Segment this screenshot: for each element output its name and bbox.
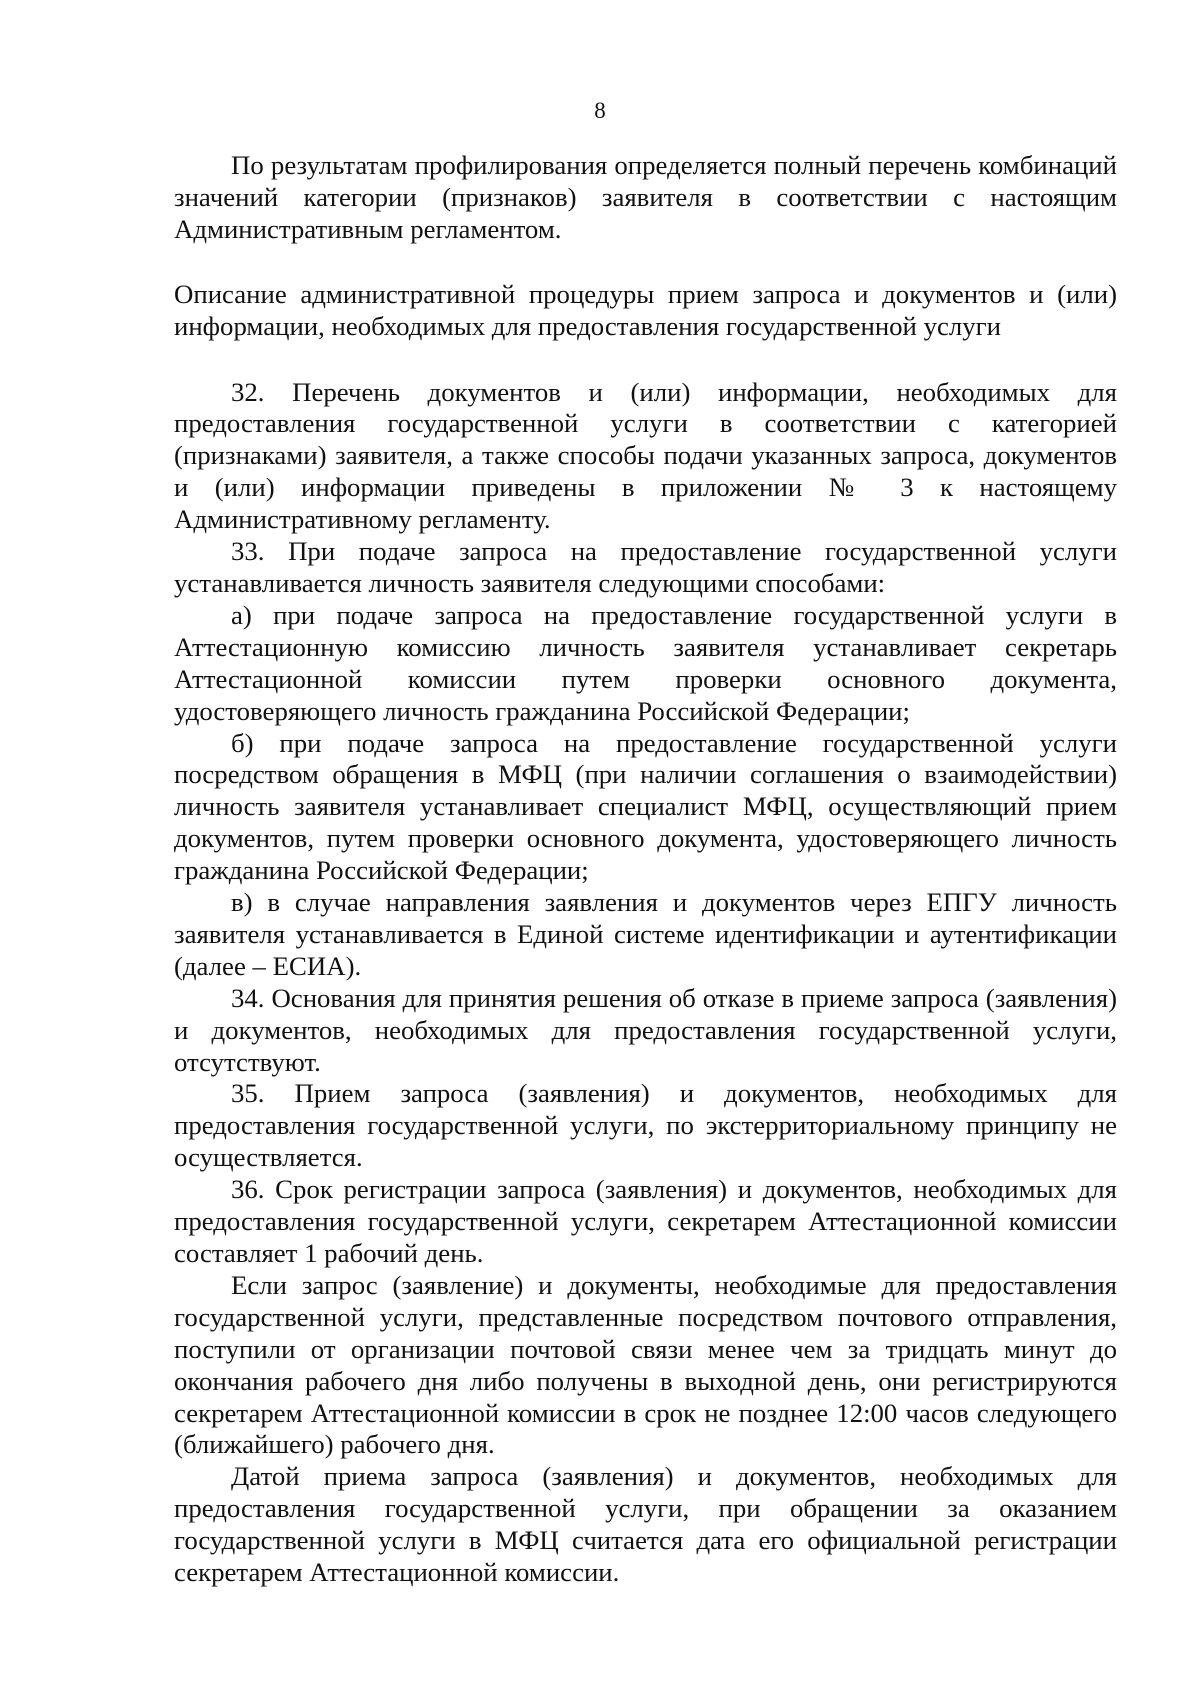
section-heading: Описание административной процедуры прием запроса и документов и (или) информации, необходимых для предоставления государственной услуги [174, 278, 1117, 341]
paragraph-33: 33. При подаче запроса на предоставление государственной услуги устанавливается личность заявителя следующими способами: [174, 536, 1117, 598]
paragraph-34: 34. Основания для принятия решения об отказе в приеме запроса (заявления) и документов, необходимых для предоставления государственной услуги, отсутствуют. [174, 982, 1117, 1077]
document-body [174, 150, 1117, 1589]
page-number: 8 [594, 98, 606, 123]
paragraph-33-v: в) в случае направления заявления и документов через ЕПГУ личность заявителя устанавливается в Единой системе идентификации и аутентификации (далее – ЕСИА). [174, 887, 1117, 981]
paragraph-36-postal: Если запрос (заявление) и документы, необходимые для предоставления государственной услуги, представленные посредством почтового отправления, поступили от организации почтовой связи менее чем за тридцать минут до окончания рабочего дня либо получены в выходной день, они регистрируются секретарем Аттестационной комиссии в срок не позднее 12:00 часов следующего (ближайшего) рабочего дня. [174, 1269, 1117, 1460]
paragraph-33-b: б) при подаче запроса на предоставление государственной услуги посредством обращения в МФЦ (при наличии соглашения о взаимодействии) личность заявителя устанавливает специалист МФЦ, осуществляющий прием документов, путем проверки основного документа, удостоверяющего личность гражданина Российской Федерации; [174, 727, 1117, 886]
paragraph-36-mfc-date: Датой приема запроса (заявления) и документов, необходимых для предоставления государственной услуги, при обращении за оказанием государственной услуги в МФЦ считается дата его официальной регистрации секретарем Аттестационной комиссии. [174, 1461, 1117, 1588]
paragraph-33-a: а) при подаче запроса на предоставление государственной услуги в Аттестационную комиссию личность заявителя устанавливает секретарь Аттестационной комиссии путем проверки основного документа, удостоверяющего личность гражданина Российской Федерации; [174, 599, 1117, 726]
paragraph-profiling-result: По результатам профилирования определяется полный перечень комбинаций значений категории (признаков) заявителя в соответствии с настоящим Административным регламентом. [174, 150, 1117, 244]
paragraph-32: 32. Перечень документов и (или) информации, необходимых для предоставления государственной услуги в соответствии с категорией (признаками) заявителя, а также способы подачи указанных запроса, документов и (или) информации приведены в приложении № 3 к настоящему Административному регламенту. [174, 376, 1117, 535]
paragraph-36: 36. Срок регистрации запроса (заявления) и документов, необходимых для предоставления государственной услуги, секретарем Аттестационной комиссии составляет 1 рабочий день. [174, 1174, 1117, 1268]
paragraph-35: 35. Прием запроса (заявления) и документов, необходимых для предоставления государственной услуги, по экстерриториальному принципу не осуществляется. [174, 1078, 1117, 1173]
